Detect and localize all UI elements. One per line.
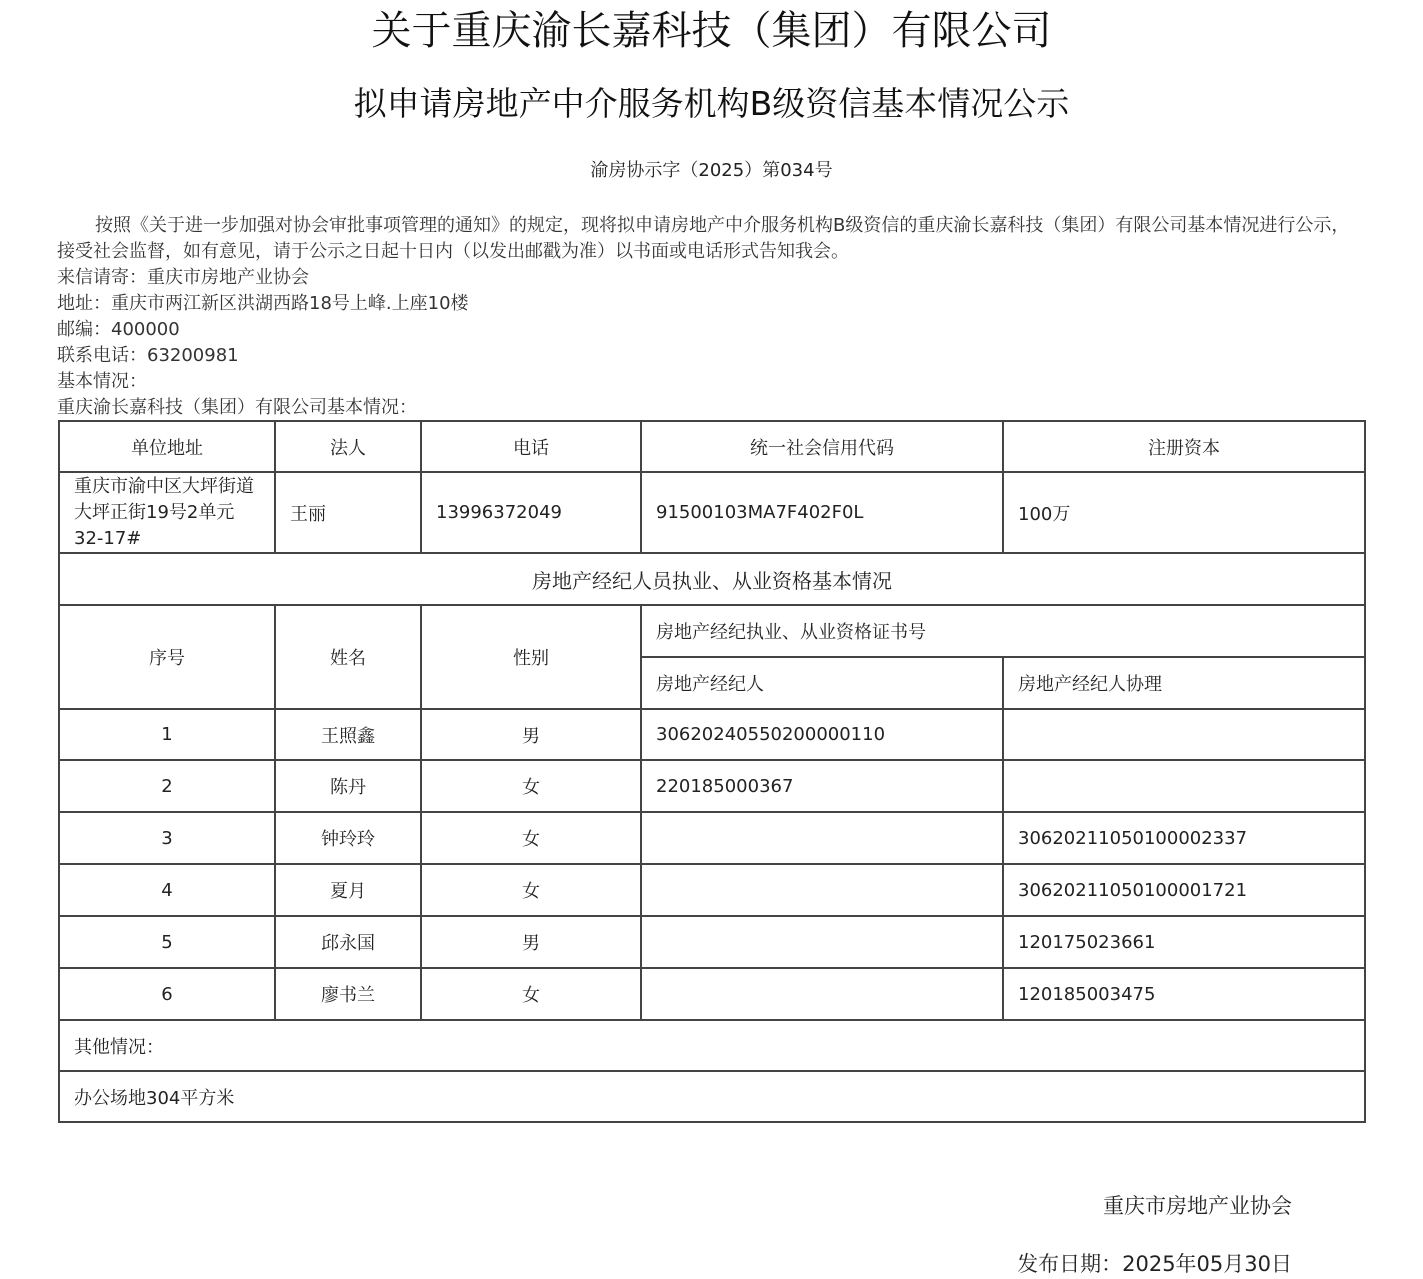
row-agent-cert [641,864,1003,916]
row-number: 6 [59,968,275,1020]
agents-section-title: 房地产经纪人员执业、从业资格基本情况 [59,553,1365,605]
company-credit-code: 91500103MA7F402F0L [641,472,1003,553]
header-address: 单位地址 [59,421,275,472]
table-row [59,968,1365,1020]
header-gender: 性别 [421,605,641,709]
agents-header-row [59,605,1365,657]
header-agent: 房地产经纪人 [641,657,1003,709]
page-subtitle: 拟申请房地产中介服务机构B级资信基本情况公示 [353,84,1070,123]
header-legal-person: 法人 [275,421,421,472]
page-title: 关于重庆渝长嘉科技（集团）有限公司 [371,8,1052,54]
company-phone: 13996372049 [421,472,641,553]
footer-organization: 重庆市房地产业协会 [1103,1194,1292,1218]
address-line: 地址：重庆市两江新区洪湖西路18号上峰.上座10楼 [57,293,469,314]
row-gender: 男 [421,916,641,968]
footer-publish-date: 发布日期：2025年05月30日 [1017,1252,1292,1276]
company-capital: 100万 [1003,472,1365,553]
row-gender: 女 [421,812,641,864]
row-gender: 女 [421,864,641,916]
row-name: 邱永国 [275,916,421,968]
table-row [59,916,1365,968]
intro-paragraph: 按照《关于进一步加强对协会审批事项管理的通知》的规定，现将拟申请房地产中介服务机构B级资信的重庆渝长嘉科技（集团）有限公司基本情况进行公示，接受社会监督，如有意见，请于公示之日起十日内（以发出邮戳为准）以书面或电话形式告知我会。 [57,215,1350,262]
table-row [59,760,1365,812]
other-value-row [59,1071,1365,1122]
other-label-row [59,1020,1365,1071]
other-value: 办公场地304平方米 [59,1071,1365,1122]
row-number: 1 [59,709,275,760]
postcode-line: 邮编：400000 [57,319,180,340]
table-row [59,812,1365,864]
row-gender: 女 [421,760,641,812]
row-agent-cert [641,968,1003,1020]
row-name: 夏月 [275,864,421,916]
row-assistant-cert: 120185003475 [1003,968,1365,1020]
document-number: 渝房协示字（2025）第034号 [590,160,833,181]
row-agent-cert [641,812,1003,864]
company-info-table [58,420,1366,1123]
header-name: 姓名 [275,605,421,709]
row-number: 2 [59,760,275,812]
phone-line: 联系电话：63200981 [57,345,239,366]
other-label: 其他情况： [59,1020,1365,1071]
row-name: 王照鑫 [275,709,421,760]
row-gender: 男 [421,709,641,760]
header-credit-code: 统一社会信用代码 [641,421,1003,472]
row-number: 4 [59,864,275,916]
row-number: 3 [59,812,275,864]
row-gender: 女 [421,968,641,1020]
row-assistant-cert: 30620211050100001721 [1003,864,1365,916]
table-row [59,709,1365,760]
row-assistant-cert [1003,760,1365,812]
header-assistant: 房地产经纪人协理 [1003,657,1365,709]
row-agent-cert [641,916,1003,968]
header-capital: 注册资本 [1003,421,1365,472]
row-assistant-cert: 120175023661 [1003,916,1365,968]
row-name: 钟玲玲 [275,812,421,864]
mail-to-line: 来信请寄：重庆市房地产业协会 [57,267,309,288]
row-name: 陈丹 [275,760,421,812]
header-number: 序号 [59,605,275,709]
company-header-row [59,421,1365,472]
table-row [59,864,1365,916]
row-agent-cert: 220185000367 [641,760,1003,812]
company-data-row [59,472,1365,553]
company-legal-person: 王丽 [275,472,421,553]
company-address: 重庆市渝中区大坪街道大坪正街19号2单元32-17# [59,472,275,553]
basic-info-label: 基本情况： [57,371,147,392]
agents-section-row [59,553,1365,605]
row-number: 5 [59,916,275,968]
row-assistant-cert [1003,709,1365,760]
header-certificate: 房地产经纪执业、从业资格证书号 [641,605,1365,657]
row-agent-cert: 30620240550200000110 [641,709,1003,760]
row-assistant-cert: 30620211050100002337 [1003,812,1365,864]
company-info-label: 重庆渝长嘉科技（集团）有限公司基本情况： [57,397,417,418]
row-name: 廖书兰 [275,968,421,1020]
header-phone: 电话 [421,421,641,472]
